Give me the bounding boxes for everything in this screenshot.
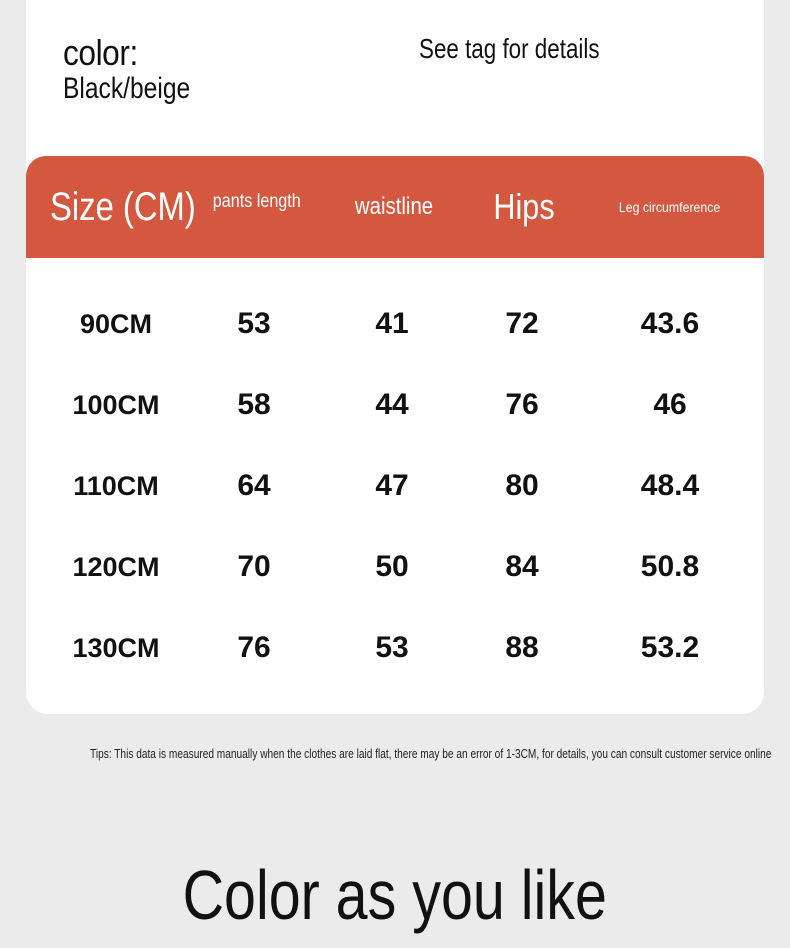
leg-circumference-cell: 53.2 [640, 631, 700, 664]
header-size: Size (CM) [50, 184, 196, 229]
leg-circumference-cell: 48.4 [640, 469, 700, 502]
size-table-header [26, 156, 764, 258]
leg-circumference-cell: 50.8 [640, 550, 700, 583]
waistline-cell: 44 [375, 388, 409, 421]
header-hips: Hips [493, 186, 555, 227]
pants-length-cell: 76 [237, 631, 271, 664]
hips-cell: 84 [505, 550, 539, 583]
color-label: color: [63, 32, 138, 73]
header-pants-length: pants length [212, 191, 302, 212]
hips-cell: 76 [505, 388, 539, 421]
table-row [26, 618, 764, 678]
pants-length-cell: 58 [237, 388, 271, 421]
pants-length-cell: 53 [237, 307, 271, 340]
measurement-tips: Tips: This data is measured manually when the clothes are laid flat, there may be an error of 1-3CM, for details, you can consult customer service online [90, 746, 772, 761]
size-cell: 100CM [72, 389, 160, 420]
size-cell: 120CM [72, 551, 160, 582]
size-cell: 90CM [79, 308, 153, 339]
color-value: Black/beige [63, 72, 191, 105]
waistline-cell: 47 [375, 469, 409, 502]
waistline-cell: 53 [375, 631, 409, 664]
table-row [26, 537, 764, 597]
table-row [26, 456, 764, 516]
leg-circumference-cell: 43.6 [640, 307, 700, 340]
header-waistline: waistline [354, 193, 434, 220]
hips-cell: 80 [505, 469, 539, 502]
size-cell: 130CM [72, 632, 160, 663]
pants-length-cell: 64 [237, 469, 271, 502]
hips-cell: 72 [505, 307, 539, 340]
table-row [26, 294, 764, 354]
hips-cell: 88 [505, 631, 539, 664]
size-info-card [26, 0, 764, 714]
table-row [26, 375, 764, 435]
waistline-cell: 50 [375, 550, 409, 583]
size-cell: 110CM [73, 470, 159, 501]
color-section-title: Color as you like [182, 856, 608, 934]
waistline-cell: 41 [375, 307, 409, 340]
tag-note: See tag for details [419, 33, 600, 64]
header-leg-circumference: Leg circumference [619, 198, 721, 215]
leg-circumference-cell: 46 [653, 388, 687, 421]
pants-length-cell: 70 [237, 550, 271, 583]
